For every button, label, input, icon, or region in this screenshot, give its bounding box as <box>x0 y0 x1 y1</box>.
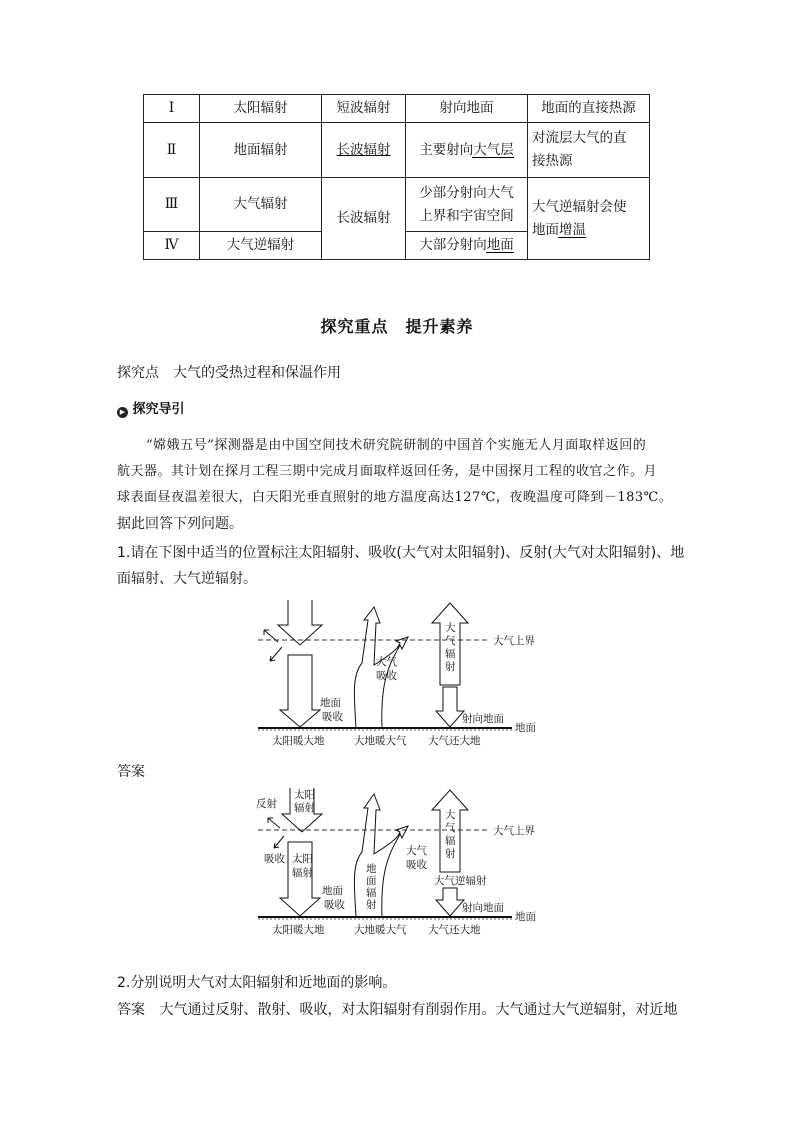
role-line: 大气逆辐射会使 <box>532 198 627 215</box>
ground-absorb-label: 吸收 <box>322 711 343 723</box>
to-ground-label: 射向地面 <box>462 713 504 725</box>
atmosphere-absorb-label: 吸收 <box>376 670 397 682</box>
direction-text: 主要射向大气层 <box>419 141 514 158</box>
table-row <box>144 95 650 123</box>
absorb-arrow <box>270 647 282 661</box>
arrow-char: 气 <box>445 822 456 834</box>
guide-label: 探究导引 <box>132 402 185 417</box>
to-ground-label: 射向地面 <box>462 902 504 914</box>
role-line: 对流层大气的直 <box>532 130 627 146</box>
radiation-name: 大气逆辐射 <box>200 232 322 260</box>
ground-absorb-label: 地面 <box>320 697 341 709</box>
ground-absorb-label: 地面 <box>322 885 343 897</box>
direction-text: 大部分射向地面 <box>419 237 514 253</box>
solar-label: 辐射 <box>294 802 315 814</box>
role-line: 接热源 <box>532 153 573 169</box>
ground-absorb-label: 吸收 <box>324 899 345 911</box>
arrow-char: 大 <box>445 809 456 821</box>
question-1-l1: 1.请在下图中适当的位置标注太阳辐射、吸收(大气对太阳辐射)、反射(大气对太阳辐射)、地 <box>117 545 685 561</box>
intro-l1: “嫦娥五号”探测器是由中国空间技术研究院研制的中国首个实施无人月面取样返回的 <box>146 438 647 453</box>
explore-point: 探究点 大气的受热过程和保温作用 <box>117 365 341 381</box>
radiation-name: 地面辐射 <box>200 123 322 178</box>
arrow-char: 气 <box>445 635 456 647</box>
row-number: Ⅲ <box>144 178 200 232</box>
guide-heading <box>117 398 185 422</box>
direction: 射向地面 <box>406 95 528 123</box>
row-number: Ⅳ <box>144 232 200 260</box>
heat-diagram-question <box>250 595 550 750</box>
caption: 太阳暖大地 <box>272 924 325 936</box>
role <box>528 178 650 260</box>
atmosphere-top-label: 大气上界 <box>493 825 535 837</box>
atmosphere-top-label: 大气上界 <box>493 635 535 647</box>
absorb-label: 吸收 <box>264 853 285 865</box>
radiation-table <box>143 94 650 260</box>
role-line: 地面增温 <box>532 221 586 238</box>
arrow-char: 射 <box>445 848 456 860</box>
question-2: 2.分别说明大气对太阳辐射和近地面的影响。 <box>117 975 397 991</box>
direction <box>406 123 528 178</box>
counter-radiation-label: 大气逆辐射 <box>434 875 487 887</box>
wave-type: 短波辐射 <box>322 95 406 123</box>
solar-arrow-down <box>280 655 320 727</box>
intro-l4: 据此回答下列问题。 <box>117 516 243 532</box>
row-number: Ⅰ <box>144 95 200 123</box>
atmosphere-absorb-label: 大气 <box>376 656 397 668</box>
ground-label: 地面 <box>515 911 536 923</box>
solar-label: 太阳 <box>292 853 313 865</box>
wave-type: 长波辐射 <box>322 178 406 260</box>
arrow-char: 大 <box>445 622 456 634</box>
arrow-char: 辐 <box>366 887 377 899</box>
arrow-char: 地 <box>366 863 377 875</box>
heat-diagram-answer <box>250 780 550 940</box>
arrow-char: 面 <box>366 875 377 887</box>
row-number: Ⅱ <box>144 123 200 178</box>
wave-type: 长波辐射 <box>322 123 406 178</box>
arrow-char: 辐 <box>445 648 456 660</box>
intro-l2: 航天器。其计划在探月工程三期中完成月面取样返回任务，是中国探月工程的收官之作。月 <box>117 464 658 479</box>
table-row <box>144 178 650 232</box>
arrow-char: 射 <box>445 661 456 673</box>
caption: 大气还大地 <box>428 924 481 936</box>
play-icon: ▶ <box>117 407 128 418</box>
caption: 大气还大地 <box>428 735 481 747</box>
direction-line: 少部分射向大气 <box>419 184 514 201</box>
answer-label: 答案 <box>117 764 145 780</box>
direction-line: 上界和宇宙空间 <box>419 207 514 224</box>
arrow-char: 辐 <box>445 835 456 847</box>
section-title: 探究重点 提升素养 <box>320 317 474 336</box>
arrow-char: 射 <box>366 899 377 911</box>
counter-radiation-arrow <box>436 687 464 727</box>
radiation-name: 大气辐射 <box>200 178 322 232</box>
caption: 太阳暖大地 <box>272 735 325 747</box>
reflect-label: 反射 <box>256 798 277 810</box>
solar-arrow-top <box>278 600 322 645</box>
answer-2 <box>117 998 677 1022</box>
atmosphere-absorb-label: 吸收 <box>406 859 427 871</box>
radiation-name: 太阳辐射 <box>200 95 322 123</box>
answer-label: 答案 <box>117 1002 145 1018</box>
caption: 大地暖大气 <box>354 735 407 747</box>
intro-l3: 球表面昼夜温差很大，白天阳光垂直照射的地方温度高达127℃，夜晚温度可降到－183℃。 <box>117 490 673 505</box>
question-1-l2: 面辐射、大气逆辐射。 <box>117 571 257 587</box>
answer-text: 大气通过反射、散射、吸收，对太阳辐射有削弱作用。大气通过大气逆辐射，对近地 <box>159 1002 678 1018</box>
direction <box>406 232 528 260</box>
solar-label: 辐射 <box>292 867 313 879</box>
role: 地面的直接热源 <box>528 95 650 123</box>
direction <box>406 178 528 232</box>
role <box>528 123 650 178</box>
solar-label: 太阳 <box>294 789 315 801</box>
atmosphere-absorb-label: 大气 <box>406 845 427 857</box>
caption: 大地暖大气 <box>354 924 407 936</box>
table-row <box>144 123 650 178</box>
ground-label: 地面 <box>515 722 536 734</box>
